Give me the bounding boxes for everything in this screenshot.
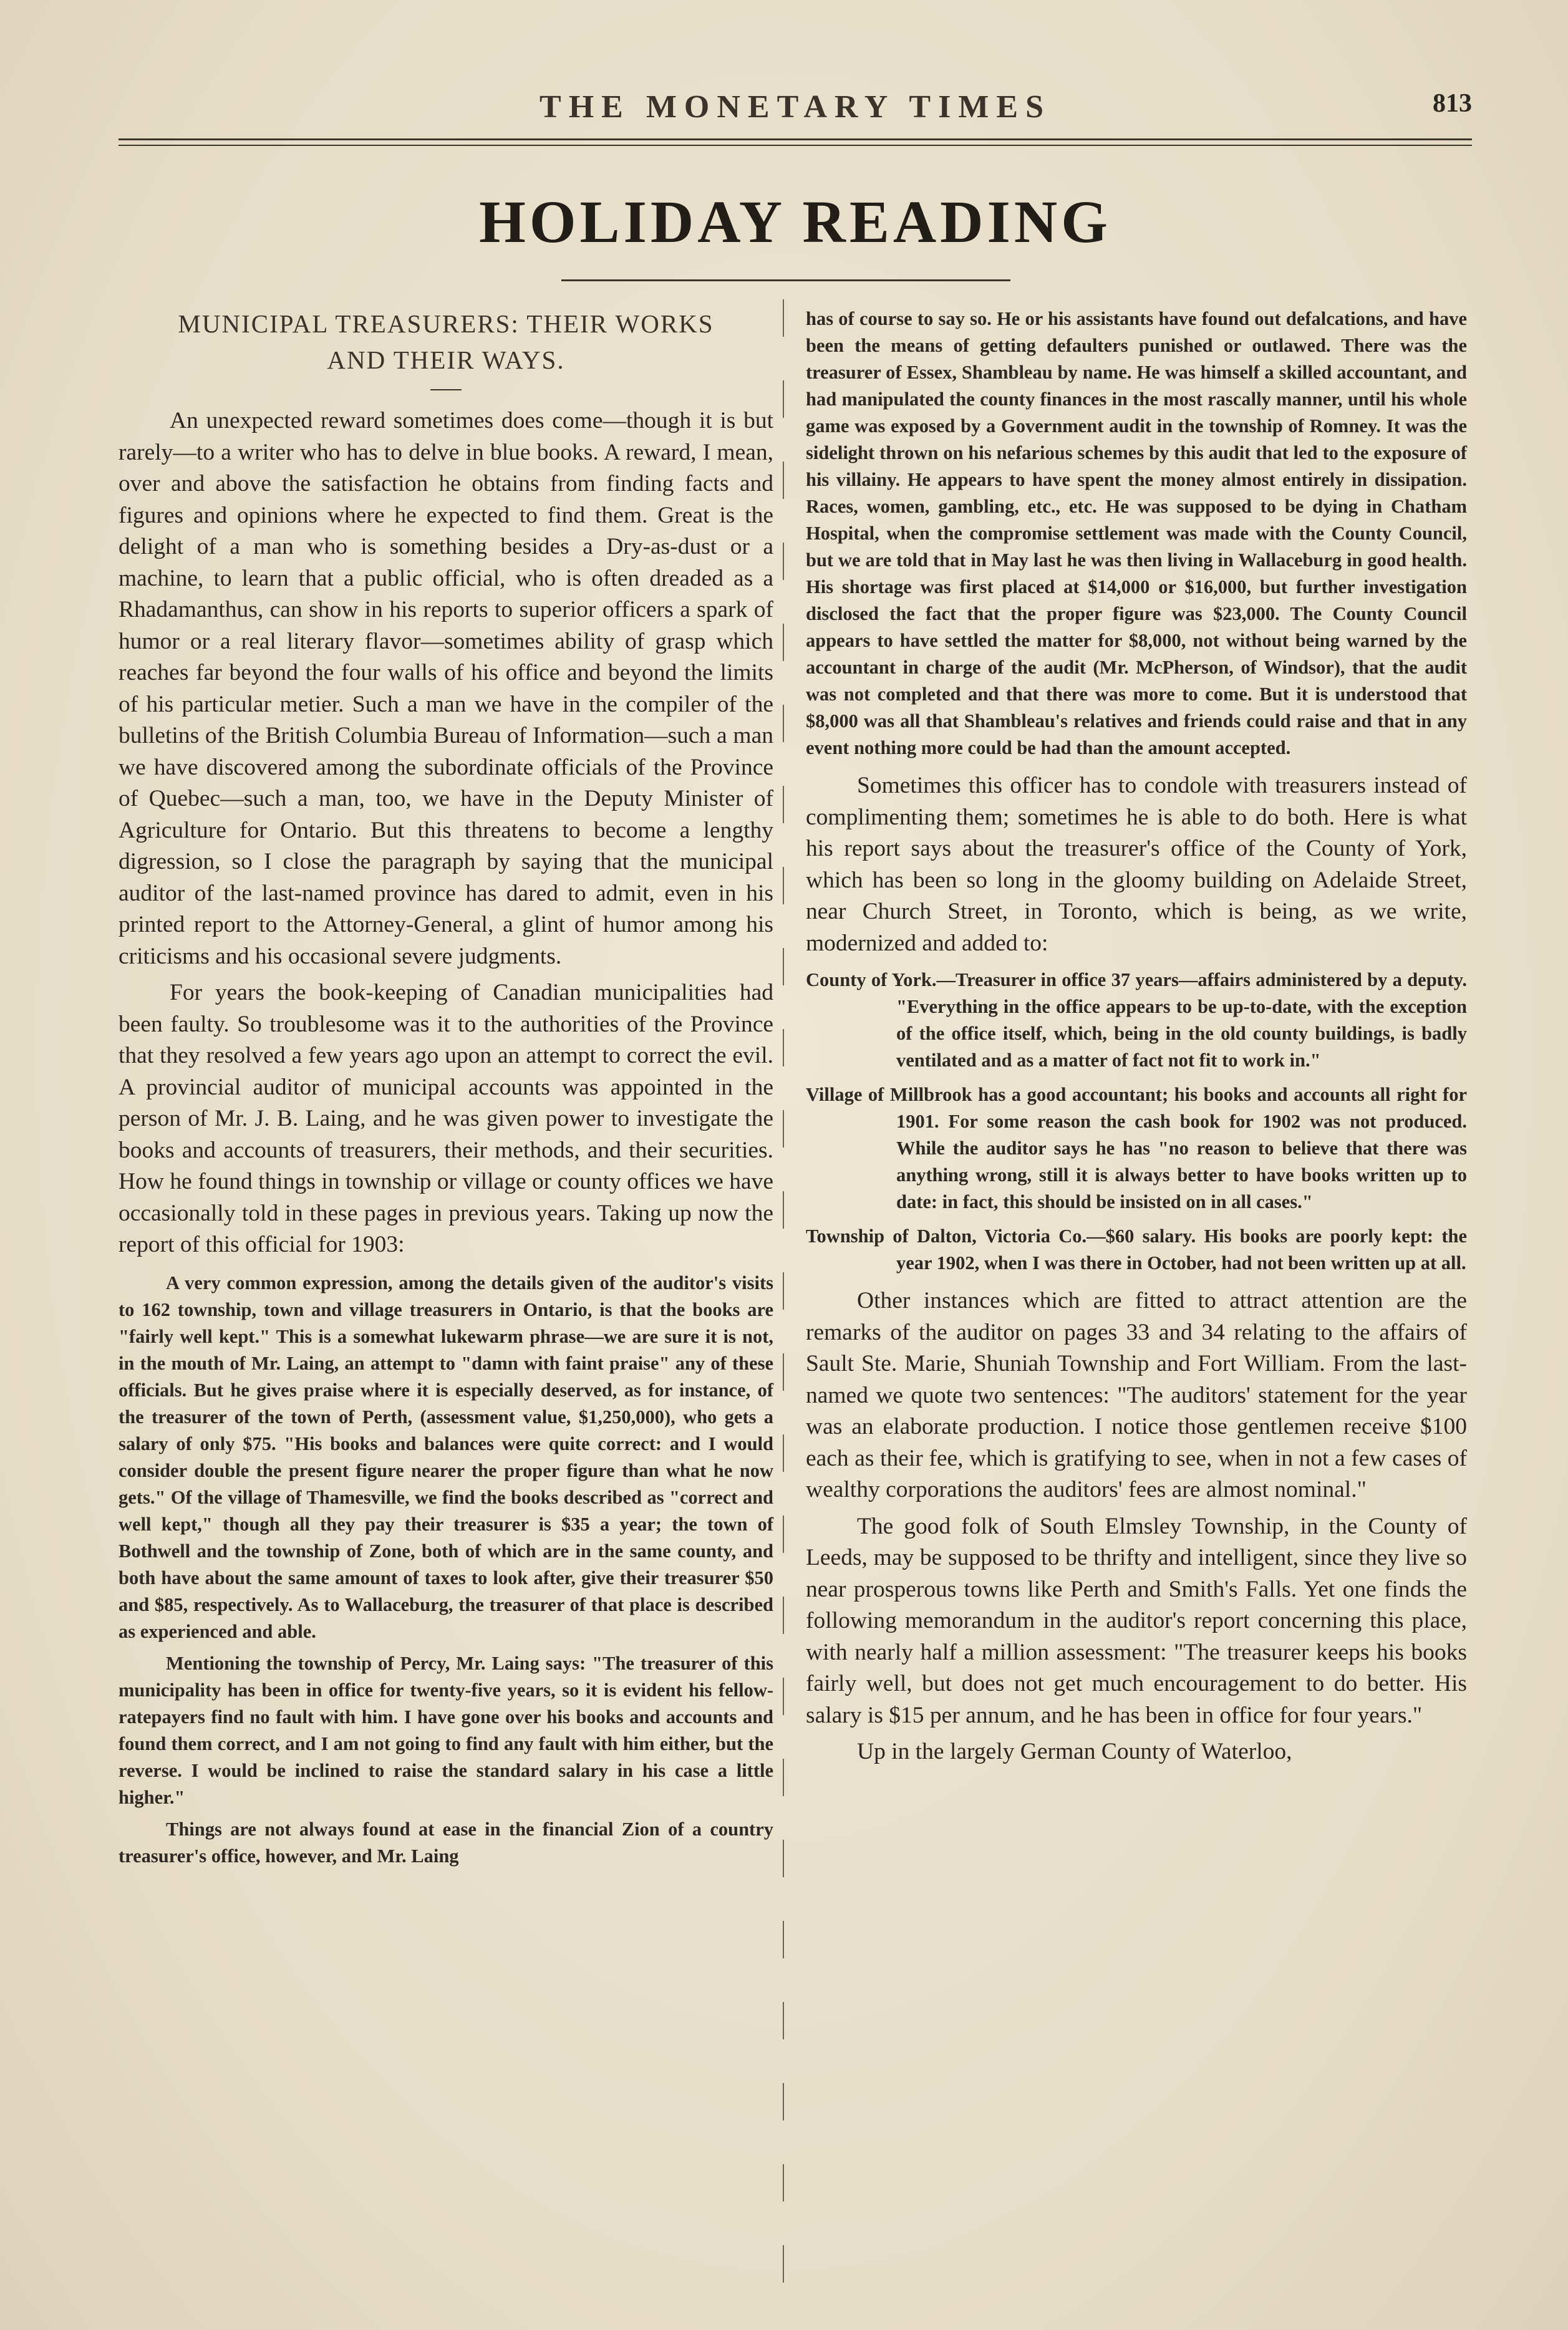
paragraph-5-continued: has of course to say so. He or his assistants have found out defalcations, and have been the means of getting defaulters punished or outlawed. There was the treasurer of Essex, Shambleau by name. He was himself a skilled accountant, and had manipulated the county finances in the most rascally manner, until his whole game was exposed by a Government audit in the township of Romney. It was the sidelight thrown on his nefarious schemes by this audit that led to the exposure of his villainy. He appears to have spent the money almost entirely in dissipation. Races, women, gambling, etc., etc. He was supposed to be dying in Chatham Hospital, when the compromise settlement was made with the County Council, but we are told that in May last he was then living in Wallaceburg in good health. His shortage was first placed at $14,000 or $16,000, but further investigation disclosed the fact that the proper figure was $23,000. The County Council appears to have settled the matter for $8,000, not without being warned by the accountant in charge of the audit (Mr. McPherson, of Windsor), that the audit was not completed and that there was more to come. But it is understood that $8,000 was all that Shambleau's relatives and friends could raise and that in any event nothing more could be had than the amount accepted. [806, 308, 1467, 758]
headline-rule [561, 279, 1010, 281]
paragraph-1: An unexpected reward sometimes does come—though it is but rarely—to a writer who has to delve in blue books. A reward, I mean, over and above the satisfaction he obtains from finding facts and figures and opinions where he expected to find them. Great is the delight of a man who is something besides a Dry-as-dust or a machine, to learn that a public official, who is often dreaded as a Rhadamanthus, can show in his reports to superior officers a spark of humor or a real literary flavor—sometimes ability of grasp which reaches far beyond the four walls of his office and beyond the limits of his particular metier. Such a man we have in the compiler of the bulletins of the British Columbia Bureau of Information—such a man we have discovered among the subordinate officials of the Province of Quebec—such a man, too, we have in the Deputy Minister of Agriculture for Ontario. But this threatens to become a lengthy digression, so I close the paragraph by saying that the municipal auditor of the last-named province has dared to admit, even in his printed report to the Attorney-General, a glint of humor among his criticisms and his occasional severe judgments. [119, 408, 773, 969]
title-rule [430, 389, 462, 390]
paragraph-4: Mentioning the township of Percy, Mr. Laing says: "The treasurer of this municipality has been in office for twenty-five years, so it is evident his fellow-ratepayers find no fault with him. I have gone over his books and accounts and found them correct, and I am not going to find any fault with him either, but the reverse. I would be inclined to raise the standard salary in his case a little higher." [119, 1652, 773, 1808]
column-divider [783, 299, 784, 2295]
paragraph-9: Up in the largely German County of Waterloo, [857, 1739, 1292, 1764]
paragraph-7: Other instances which are fitted to attract attention are the remarks of the auditor on pages 33 and 34 relating to the affairs of Sault Ste. Marie, Shuniah Township and Fort William. From the last-named we quote two sentences: "The auditors' statement for the year was an elaborate production. I notice those gentlemen receive $100 each as their fee, which is gratifying to see, when in not a few cases of wealthy corporations the auditors' fees are almost nominal." [806, 1288, 1467, 1502]
article-title-line1: MUNICIPAL TREASURERS: THEIR WORKS [178, 309, 714, 338]
paragraph-5-start: Things are not always found at ease in the financial Zion of a country treasurer's office, however, and Mr. Laing [119, 1818, 773, 1867]
report-entry-millbrook: Village of Millbrook has a good accountant; his books and accounts all right for 1901. For some reason the cash book for 1902 was not produced. While the auditor says he has "no reason to believe that there was anything wrong, still it is always better to have books written up to date: in fact, this should be insisted on in all cases." [806, 1084, 1467, 1212]
paragraph-2: For years the book-keeping of Canadian municipalities had been faulty. So troublesome was it to the authorities of the Province that they resolved a few years ago upon an attempt to correct the evil. A provincial auditor of municipal accounts was appointed in the person of Mr. J. B. Laing, and he was given power to investigate the books and accounts of treasurers, their methods, and their securities. How he found things in township or village or county offices we have occasionally told in these pages in previous years. Taking up now the report of this official for 1903: [119, 980, 773, 1257]
paragraph-8: The good folk of South Elmsley Township, in the County of Leeds, may be supposed to be thrifty and intelligent, since they live so near prosperous towns like Perth and Smith's Falls. Yet one finds the following memorandum in the auditor's report concerning this place, with nearly half a million assessment: "The treasurer keeps his books fairly well, but does not get much encouragement to do better. His salary is $15 per annum, and he has been in office for four years." [806, 1513, 1467, 1728]
headline: HOLIDAY READING [479, 188, 1111, 255]
left-column [119, 306, 773, 1870]
publication-title: THE MONETARY TIMES [540, 89, 1051, 125]
report-entry-york: County of York.—Treasurer in office 37 years—affairs administered by a deputy. "Everything in the office appears to be up-to-date, with the exception of the office itself, which, being in the old county buildings, is badly ventilated and as a matter of fact not fit to work in." [806, 969, 1467, 1071]
right-column [806, 306, 1467, 1768]
page-number: 813 [1433, 89, 1472, 118]
article-title [119, 306, 773, 378]
masthead [119, 89, 1472, 132]
paragraph-3: A very common expression, among the details given of the auditor's visits to 162 township, town and village treasurers in Ontario, is that the books are "fairly well kept." This is a somewhat lukewarm phrase—we are sure it is not, in the mouth of Mr. Laing, an attempt to "damn with faint praise" any of these officials. But he gives praise where it is especially deserved, as for instance, of the treasurer of the town of Perth, (assessment value, $1,250,000), who gets a salary of only $75. "His books and balances were quite correct: and I would consider double the present figure nearer the proper figure than what he now gets." Of the village of Thamesville, we find the books described as "correct and well kept," though all they pay their treasurer is $35 a year; the town of Bothwell and the township of Zone, both of which are in the same county, and both have about the same amount of taxes to look after, give their treasurer $50 and $85, respectively. As to Wallaceburg, the treasurer of that place is described as experienced and able. [119, 1272, 773, 1642]
article-title-line2: AND THEIR WAYS. [327, 346, 565, 374]
paragraph-6: Sometimes this officer has to condole with treasurers instead of complimenting them; sometimes he is able to do both. Here is what his report says about the treasurer's office of the County of York, which has been so long in the gloomy building on Adelaide Street, near Church Street, in Toronto, which is being, as we write, modernized and added to: [806, 773, 1467, 956]
masthead-rule-double [119, 145, 1472, 146]
report-entry-dalton: Township of Dalton, Victoria Co.—$60 salary. His books are poorly kept: the year 1902, when I was there in October, had not been written up at all. [806, 1225, 1467, 1274]
masthead-rule [119, 138, 1472, 140]
